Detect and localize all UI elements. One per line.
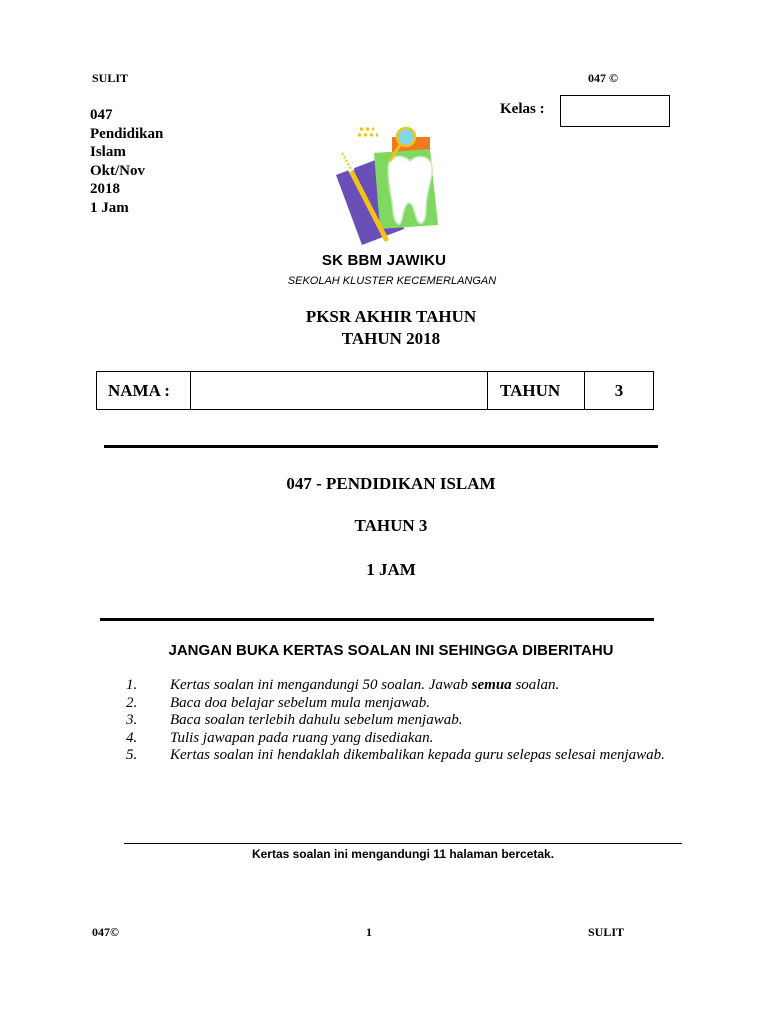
- instructions-list: [126, 677, 666, 765]
- kelas-field[interactable]: [560, 95, 670, 127]
- subject-duration: 1 JAM: [366, 560, 416, 579]
- school-logo-icon: [330, 125, 455, 245]
- instruction-text: [170, 677, 666, 695]
- paper-meta-line: Islam: [90, 144, 126, 160]
- instruction-text-part: soalan.: [511, 677, 560, 693]
- instruction-text: Kertas soalan ini hendaklah dikembalikan kepada guru selepas selesai menjawab.: [170, 747, 665, 763]
- instruction-text: Baca doa belajar sebelum mula menjawab.: [170, 694, 430, 711]
- instruction-number: 1.: [126, 677, 138, 693]
- school-name: SK BBM JAWIKU: [321, 252, 447, 269]
- subject-title: 047 - PENDIDIKAN ISLAM: [286, 474, 496, 493]
- page-count-note: Kertas soalan ini mengandungi 11 halaman bercetak.: [251, 847, 555, 861]
- name-field[interactable]: [191, 372, 488, 409]
- instruction-item: [126, 677, 666, 695]
- school-tagline: SEKOLAH KLUSTER KECEMERLANGAN: [287, 275, 497, 287]
- instruction-emphasis: semua: [471, 677, 512, 693]
- footer-paper-code: 047©: [92, 925, 119, 939]
- paper-meta-block: [90, 106, 163, 217]
- year-value: 3: [614, 380, 624, 400]
- paper-meta-line: Okt/Nov: [90, 162, 146, 179]
- exam-title-line1: PKSR AKHIR TAHUN: [305, 307, 477, 326]
- exam-title-line2: TAHUN 2018: [341, 329, 441, 348]
- instruction-item: [126, 747, 666, 765]
- instruction-item: [126, 730, 666, 748]
- subject-year: TAHUN 3: [354, 516, 428, 535]
- kelas-label: Kelas :: [500, 101, 545, 117]
- divider-rule: [100, 618, 654, 621]
- instruction-number: 5.: [126, 747, 138, 763]
- instruction-number: 3.: [126, 712, 138, 728]
- footer-classification: SULIT: [588, 925, 625, 939]
- instruction-item: [126, 695, 666, 713]
- paper-meta-line: 1 Jam: [90, 199, 129, 216]
- header-classification: SULIT: [92, 71, 129, 85]
- paper-meta-line: 2018: [90, 181, 120, 197]
- paper-meta-line: Pendidikan: [90, 125, 164, 142]
- instruction-number: 4.: [126, 729, 138, 746]
- do-not-open-warning: JANGAN BUKA KERTAS SOALAN INI SEHINGGA DIBERITAHU: [168, 642, 614, 659]
- instruction-text: Baca soalan terlebih dahulu sebelum menjawab.: [170, 712, 463, 728]
- instruction-text: Tulis jawapan pada ruang yang disediakan.: [170, 729, 434, 746]
- footer-page-number: 1: [366, 925, 372, 939]
- divider-rule: [104, 445, 658, 448]
- header-paper-code: 047 ©: [588, 71, 618, 85]
- instruction-number: 2.: [126, 694, 138, 711]
- instruction-text-part: Kertas soalan ini mengandungi 50 soalan. Jawab: [170, 677, 472, 693]
- paper-meta-line: 047: [90, 107, 113, 123]
- student-info-table: [96, 371, 654, 410]
- instruction-item: [126, 712, 666, 730]
- divider-rule: [124, 843, 682, 844]
- name-label: NAMA :: [97, 372, 191, 409]
- year-label: TAHUN: [488, 372, 585, 409]
